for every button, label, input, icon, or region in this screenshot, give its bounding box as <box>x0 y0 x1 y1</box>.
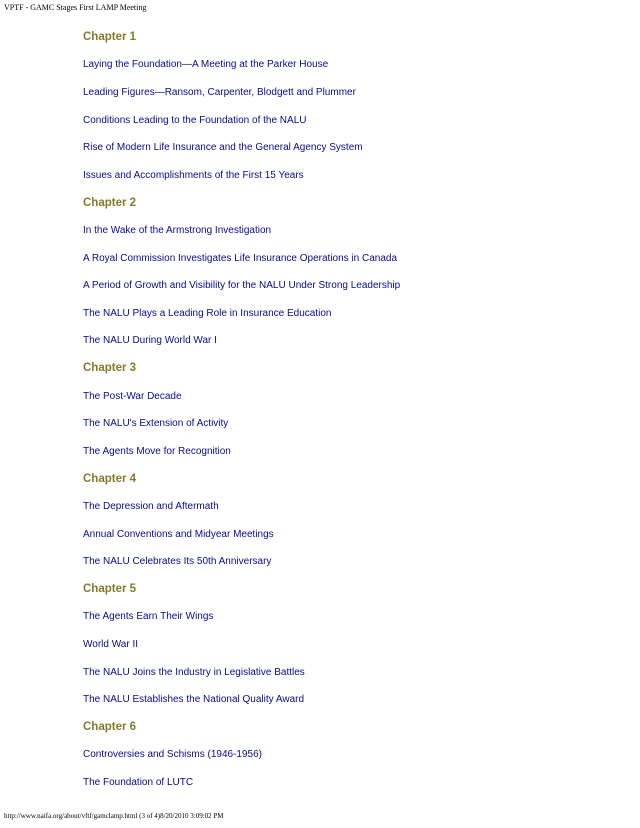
toc-link[interactable]: The NALU Joins the Industry in Legislative Battles <box>83 666 305 678</box>
toc-link[interactable]: The NALU Establishes the National Quality Award <box>83 694 305 706</box>
page-footer-url: http://www.naifa.org/about/vftf/gamclamp.html (3 of 4)8/20/2010 3:09:02 PM <box>4 812 224 820</box>
toc-link[interactable]: Laying the Foundation—A Meeting at the Parker House <box>83 59 329 71</box>
toc-link[interactable]: The Post-War Decade <box>83 390 182 402</box>
toc-link[interactable]: The Agents Earn Their Wings <box>83 611 214 623</box>
chapter-heading: Chapter 3 <box>83 362 137 375</box>
toc-link[interactable]: The Depression and Aftermath <box>83 501 219 512</box>
toc-link[interactable]: Issues and Accomplishments of the First 15 Years <box>83 169 304 181</box>
toc-link[interactable]: Leading Figures—Ransom, Carpenter, Blodgett and Plummer <box>83 87 356 98</box>
toc-link[interactable]: Conditions Leading to the Foundation of the NALU <box>83 114 307 126</box>
toc-link[interactable]: The Agents Move for Recognition <box>83 445 231 457</box>
chapter-heading: Chapter 6 <box>83 721 137 733</box>
chapter-heading: Chapter 4 <box>83 472 137 485</box>
toc-link[interactable]: The Foundation of LUTC <box>83 777 194 788</box>
chapter-heading: Chapter 2 <box>83 196 137 209</box>
toc-link[interactable]: The NALU Plays a Leading Role in Insurance Education <box>83 307 332 319</box>
toc-link[interactable]: Rise of Modern Life Insurance and the General Agency System <box>83 142 363 154</box>
toc-link[interactable]: In the Wake of the Armstrong Investigation <box>83 225 272 236</box>
toc-link[interactable]: A Period of Growth and Visibility for the NALU Under Strong Leadership <box>83 280 401 292</box>
toc-link[interactable]: A Royal Commission Investigates Life Insurance Operations in Canada <box>83 252 398 264</box>
chapter-heading: Chapter 1 <box>83 31 137 43</box>
toc-link[interactable]: World War II <box>83 639 139 650</box>
toc-link[interactable]: The NALU's Extension of Activity <box>83 418 229 430</box>
chapter-heading: Chapter 5 <box>83 583 137 595</box>
toc-link[interactable]: Annual Conventions and Midyear Meetings <box>83 528 274 540</box>
toc-link[interactable]: The NALU Celebrates Its 50th Anniversary <box>83 556 272 568</box>
page-header-title: VPTF - GAMC Stages First LAMP Meeting <box>4 3 147 12</box>
toc-link[interactable]: The NALU During World War I <box>83 335 217 347</box>
toc-link[interactable]: Controversies and Schisms (1946-1956) <box>83 749 262 761</box>
